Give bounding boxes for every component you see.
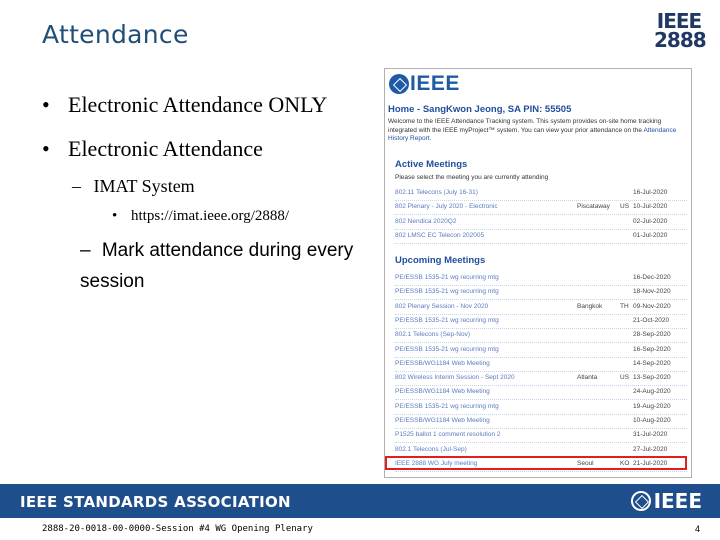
meeting-row[interactable] — [395, 358, 687, 372]
meeting-name-link[interactable]: PE/ESSB 1535-21 wg recurring mtg — [395, 288, 499, 296]
meeting-row[interactable] — [395, 401, 687, 415]
footer-ieee-logo — [631, 489, 702, 513]
meeting-date: 16-Dec-2020 — [633, 274, 671, 281]
imat-url: https://imat.ieee.org/2888/ — [131, 208, 290, 224]
logo-bottom-text: 2888 — [654, 28, 706, 52]
meeting-name-link[interactable]: 802 Plenary Session - Nov 2020 — [395, 302, 489, 310]
meeting-name-link[interactable]: PE/ESSB/WG1184 Web Meeting — [395, 388, 490, 396]
upcoming-meetings-heading: Upcoming Meetings — [395, 255, 486, 266]
ieee-logo-text: IEEE — [410, 72, 460, 95]
meeting-row[interactable] — [395, 216, 687, 230]
meeting-date: 09-Nov-2020 — [633, 302, 671, 310]
meeting-row[interactable] — [395, 286, 687, 300]
welcome-text — [388, 118, 686, 144]
dash: – — [80, 240, 91, 261]
meeting-name-link[interactable]: IEEE 2888 WG July meeting — [395, 459, 478, 467]
ieee-2888-logo — [654, 9, 706, 52]
subbullet-imat — [72, 176, 195, 197]
meeting-row[interactable] — [395, 301, 687, 315]
ieee-logo — [389, 72, 460, 96]
meeting-date: 13-Sep-2020 — [633, 374, 671, 382]
ieee-diamond-icon — [631, 491, 651, 511]
footer-bar — [0, 484, 720, 518]
meeting-row[interactable] — [395, 230, 687, 244]
highlight-box — [385, 456, 687, 470]
subsubbullet-url — [112, 208, 289, 225]
meeting-location: Seoul — [577, 459, 594, 467]
bullet-electronic-only — [42, 92, 327, 118]
footer-ieee-text: IEEE — [653, 489, 702, 513]
bullet-dot: • — [42, 136, 50, 161]
subbullet-mark-attendance — [80, 235, 376, 297]
meeting-date: 21-Jul-2020 — [633, 459, 668, 467]
welcome-body: Welcome to the IEEE Attendance Tracking system. This system provides on-site home tracking integrated with the IEEE myProject™ system. You can view your prior attendance on the — [388, 118, 662, 134]
ieee-diamond-icon — [389, 74, 409, 94]
meeting-name-link[interactable]: 802 Nendica 2020Q2 — [395, 217, 457, 225]
meeting-name-link[interactable]: 802 LMSC EC Telecon 202005 — [395, 231, 485, 239]
imat-screenshot — [384, 68, 692, 478]
document-id: 2888-20-0018-00-0000-Session #4 WG Opening Plenary — [42, 524, 313, 534]
meeting-date: 24-Aug-2020 — [633, 388, 671, 396]
meeting-row[interactable] — [395, 429, 687, 443]
meeting-date: 16-Sep-2020 — [633, 345, 671, 353]
subbullet-text: Mark attendance during every session — [80, 240, 354, 292]
meeting-name-link[interactable]: PE/ESSB 1535-21 wg recurring mtg — [395, 274, 499, 281]
meeting-row[interactable] — [395, 272, 687, 286]
small-bullet-dot: • — [112, 208, 118, 224]
meeting-date: 19-Aug-2020 — [633, 402, 671, 410]
meeting-name-link[interactable]: PE/ESSB 1535-21 wg recurring mtg — [395, 402, 499, 410]
bullet-text: Electronic Attendance ONLY — [68, 92, 328, 117]
meeting-row[interactable] — [395, 201, 687, 215]
page-number: 4 — [695, 524, 701, 534]
meeting-country: TH — [620, 302, 629, 310]
meeting-name-link[interactable]: PE/ESSB 1535-21 wg recurring mtg — [395, 345, 499, 353]
bullet-electronic — [42, 136, 263, 162]
subbullet-text: IMAT System — [93, 176, 195, 196]
meeting-name-link[interactable]: PE/ESSB/WG1184 Web Meeting — [395, 417, 490, 424]
meeting-date: 16-Jul-2020 — [633, 189, 668, 196]
meeting-country: US — [620, 374, 630, 382]
meeting-row[interactable] — [395, 315, 687, 329]
meeting-name-link[interactable]: 802.1 Telecons (Sep-Nov) — [395, 331, 471, 339]
active-meetings-note: Please select the meeting you are currently attending — [395, 174, 549, 181]
meeting-row[interactable] — [395, 329, 687, 343]
meeting-name-link[interactable]: PE/ESSB 1535-21 wg recurring mtg — [395, 316, 499, 324]
meeting-name-link[interactable]: PE/ESSB/WG1184 Web Meeting — [395, 359, 490, 367]
meeting-date: 27-Jul-2020 — [633, 445, 668, 453]
active-meetings-heading: Active Meetings — [395, 159, 468, 170]
meeting-row[interactable] — [395, 187, 687, 201]
meeting-date: 02-Jul-2020 — [633, 217, 668, 225]
meeting-name-link[interactable]: 802.11 Telecons (July 16-31) — [395, 189, 478, 196]
meeting-country: KO — [620, 459, 630, 467]
logo-top-text: IEEE — [656, 9, 702, 33]
meeting-location: Piscataway — [577, 203, 610, 211]
meeting-row[interactable] — [395, 386, 687, 400]
meeting-date: 10-Jul-2020 — [633, 203, 668, 211]
home-title: Home - SangKwon Jeong, SA PIN: 55505 — [388, 104, 572, 115]
meeting-date: 18-Nov-2020 — [633, 288, 671, 296]
meeting-date: 14-Sep-2020 — [633, 359, 671, 367]
bullet-text: Electronic Attendance — [68, 136, 263, 161]
meeting-date: 01-Jul-2020 — [633, 231, 668, 239]
meeting-country: US — [620, 203, 630, 211]
meeting-name-link[interactable]: 802 Plenary - July 2020 - Electronic — [395, 203, 498, 211]
meeting-location: Atlanta — [577, 374, 598, 382]
meeting-date: 28-Sep-2020 — [633, 331, 671, 339]
meeting-name-link[interactable]: 802.1 Telecons (Jul-Sep) — [395, 445, 467, 453]
slide-title: Attendance — [42, 20, 189, 49]
bullet-dot: • — [42, 92, 50, 117]
meeting-name-link[interactable]: 802 Wireless Interim Session - Sept 2020 — [395, 374, 515, 382]
meeting-name-link[interactable]: P1525 ballot 1 comment resolution 2 — [395, 431, 501, 439]
meeting-date: 10-Aug-2020 — [633, 417, 671, 424]
meeting-row[interactable] — [395, 415, 687, 429]
attendance-history-link[interactable]: Attendance History Report. — [388, 126, 677, 142]
meeting-date: 21-Oct-2020 — [633, 316, 670, 324]
dash: – — [72, 176, 81, 196]
meeting-row[interactable] — [395, 344, 687, 358]
standards-association-label: IEEE STANDARDS ASSOCIATION — [20, 493, 291, 511]
meeting-date: 31-Jul-2020 — [633, 431, 668, 439]
meeting-location: Bangkok — [577, 302, 603, 310]
meeting-row[interactable] — [395, 372, 687, 386]
